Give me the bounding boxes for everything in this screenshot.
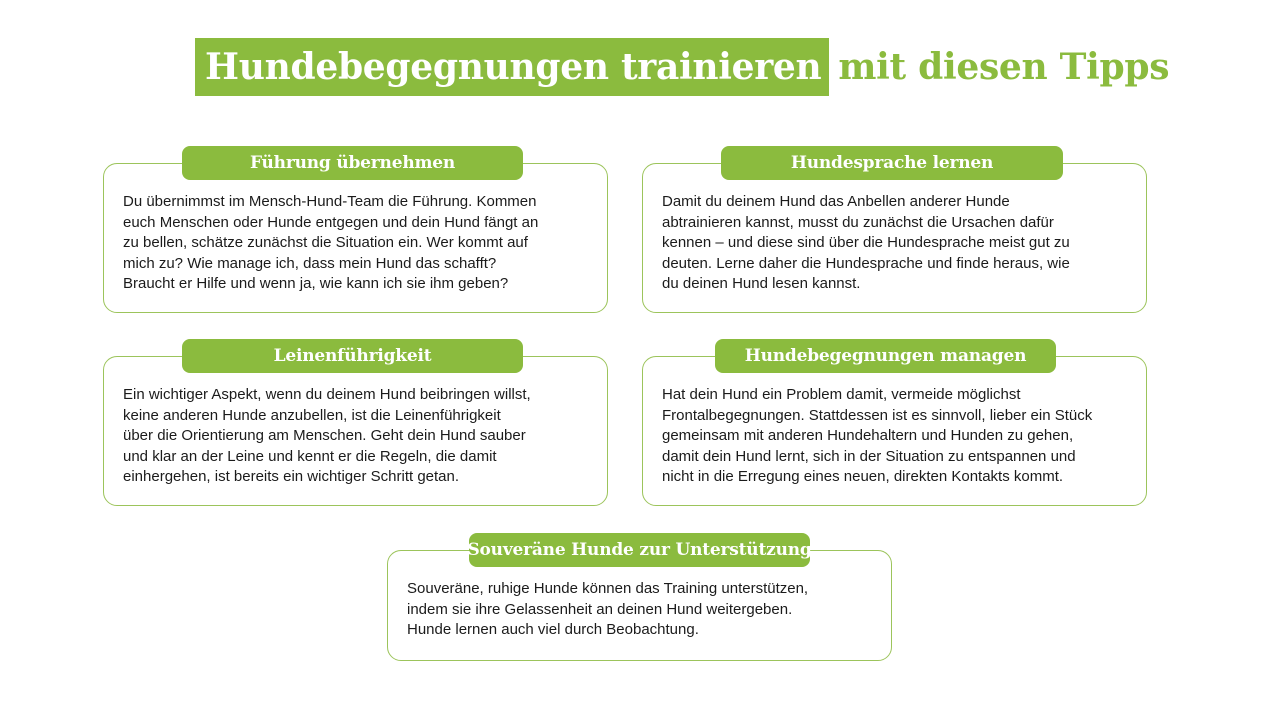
tip-line: zu bellen, schätze zunächst die Situation ein. Wer kommt auf [123,234,528,252]
tip-heading-begegnungen-managen: Hundebegegnungen managen [715,339,1056,373]
title-highlight: Hundebegegnungen trainieren [195,38,829,96]
tip-card-fuehrung [103,163,608,313]
tip-heading-fuehrung: Führung übernehmen [182,146,523,180]
tip-text [662,192,1132,295]
tip-line: Damit du deinem Hund das Anbellen anderer Hunde [662,193,1010,210]
title-rest: mit diesen Tipps [838,46,1170,88]
tip-card-hundesprache [642,163,1147,313]
tip-line: indem sie ihre Gelassenheit an deinen Hund weitergeben. [407,600,793,618]
tip-line: Hunde lernen auch viel durch Beobachtung. [407,621,699,639]
tip-line: keine anderen Hunde anzubellen, ist die Leinenführigkeit [123,406,501,424]
tip-line: du deinen Hund lesen kannst. [662,275,861,293]
tip-line: und klar an der Leine und kennt er die Regeln, die damit [123,447,497,465]
page-title [195,38,1169,96]
tip-heading-hundesprache: Hundesprache lernen [721,146,1063,180]
tip-line: Frontalbegegnungen. Stattdessen ist es sinnvoll, lieber ein Stück [662,406,1093,424]
tip-card-begegnungen-managen [642,356,1147,506]
tip-line: gemeinsam mit anderen Hundehaltern und Hunden zu gehen, [662,427,1074,445]
tip-line: damit dein Hund lernt, sich in der Situation zu entspannen und [662,447,1076,465]
tip-line: deuten. Lerne daher die Hundesprache und finde heraus, wie [662,254,1070,272]
tip-line: Du übernimmst im Mensch-Hund-Team die Führung. Kommen [123,193,537,210]
tip-line: über die Orientierung am Menschen. Geht dein Hund sauber [123,427,526,445]
tip-line: mich zu? Wie manage ich, dass mein Hund das schafft? [123,254,497,272]
tip-line: Ein wichtiger Aspekt, wenn du deinem Hund beibringen willst, [123,386,531,403]
tip-heading-leinenfuehrigkeit: Leinenführigkeit [182,339,523,373]
tip-card-leinenfuehrigkeit [103,356,608,506]
tip-line: Souveräne, ruhige Hunde können das Training unterstützen, [407,580,809,597]
tip-text [662,385,1132,488]
tip-line: nicht in die Erregung eines neuen, direkten Kontakts kommt. [662,468,1064,486]
tip-line: euch Menschen oder Hunde entgegen und dein Hund fängt an [123,213,539,231]
tip-line: kennen – und diese sind über die Hundesprache meist gut zu [662,234,1070,252]
tip-text [407,579,877,641]
tip-text [123,385,593,488]
tip-heading-souveraene-hunde: Souveräne Hunde zur Unterstützung [469,533,810,567]
tip-line: Braucht er Hilfe und wenn ja, wie kann ich sie ihm geben? [123,275,509,293]
tip-text [123,192,593,295]
tip-line: Hat dein Hund ein Problem damit, vermeide möglichst [662,386,1021,403]
tip-line: einhergehen, ist bereits ein wichtiger Schritt getan. [123,468,460,486]
tip-line: abtrainieren kannst, musst du zunächst die Ursachen dafür [662,213,1054,231]
